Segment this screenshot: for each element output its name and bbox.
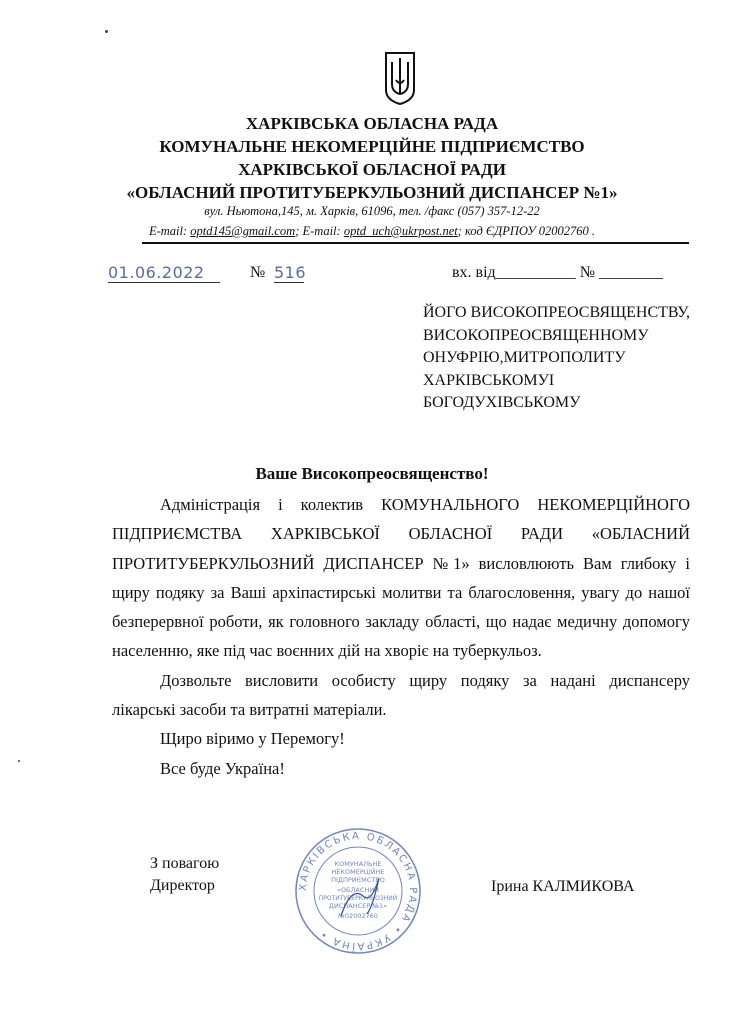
letterhead-divider bbox=[142, 242, 689, 244]
letterhead-enterprise: КОМУНАЛЬНЕ НЕКОМЕРЦІЙНЕ ПІДПРИЄМСТВО bbox=[159, 137, 585, 156]
addressee-line: ВИСОКОПРЕОСВЯЩЕННОМУ bbox=[423, 326, 649, 344]
scan-speck bbox=[18, 760, 20, 762]
addressee-line bbox=[423, 370, 691, 393]
body-paragraph: Все буде Україна! bbox=[160, 758, 285, 778]
letterhead-address: вул. Ньютона,145, м. Харків, 61096, тел. /факс (057) 357-12-22 bbox=[204, 204, 540, 218]
email-link-1[interactable]: optd145@gmail.com bbox=[190, 224, 296, 238]
email-label: E-mail: bbox=[148, 224, 191, 238]
addressee-word: ХАРКІВСЬКОМУ bbox=[423, 371, 549, 389]
stamp-inner-text: ПІДПРИЄМСТВО bbox=[331, 876, 385, 884]
edrpou-code: ; код ЄДРПОУ 02002760 . bbox=[457, 224, 595, 238]
stamp-inner-text: ПРОТИТУБЕРКУЛЬОЗНИЙ bbox=[318, 895, 398, 902]
body-paragraph: Дозвольте висловити особисту щиру подяку за надані диспансеру лікарські засоби та витратні матеріали. bbox=[112, 670, 690, 720]
stamp-inner-text: «ОБЛАСНИЙ bbox=[336, 886, 380, 894]
signer-title: Директор bbox=[150, 877, 215, 894]
addressee-block bbox=[423, 302, 691, 415]
letterhead-institution-name: «ОБЛАСНИЙ ПРОТИТУБЕРКУЛЬОЗНИЙ ДИСПАНСЕР №1» bbox=[126, 183, 618, 202]
body-paragraph: Щиро віримо у Перемогу! bbox=[160, 729, 345, 749]
addressee-line: ЙОГО ВИСОКОПРЕОСВЯЩЕНСТВУ, bbox=[423, 304, 690, 321]
signer-name: Ірина КАЛМИКОВА bbox=[491, 878, 635, 895]
stamp-inner-text: КОМУНАЛЬНЕ bbox=[334, 860, 382, 868]
closing-block bbox=[150, 853, 219, 897]
outgoing-number-label: № bbox=[250, 264, 266, 281]
stamp-inner-text: НЕКОМЕРЦІЙНЕ bbox=[331, 868, 385, 876]
letterhead-contacts bbox=[0, 224, 744, 239]
letterhead-council-genitive: ХАРКІВСЬКОЇ ОБЛАСНОЇ РАДИ bbox=[238, 160, 506, 179]
salutation: Ваше Високопреосвященство! bbox=[255, 464, 489, 483]
addressee-line: БОГОДУХІВСЬКОМУ bbox=[423, 394, 581, 411]
stamp-inner-text: ДИСПАНСЕР №1» bbox=[328, 902, 388, 910]
email-link-2[interactable]: optd_uch@ukrpost.net bbox=[343, 224, 458, 238]
letter-body bbox=[112, 490, 690, 783]
stamp-ring-text: ХАРКІВСЬКА ОБЛАСНА РАДА • УКРАЇНА • bbox=[297, 830, 419, 952]
scan-speck bbox=[105, 30, 108, 33]
incoming-reference: вх. від__________ № ________ bbox=[452, 264, 663, 281]
official-stamp bbox=[293, 826, 423, 956]
stamp-inner-text: №02002760 bbox=[338, 912, 378, 920]
outgoing-number: 516 bbox=[274, 263, 307, 282]
outgoing-date: 01.06.2022 bbox=[108, 263, 220, 283]
addressee-word: І bbox=[548, 371, 555, 389]
email-label-2: ; E-mail: bbox=[295, 224, 344, 238]
addressee-word: ОНУФРІЮ, bbox=[423, 349, 504, 366]
closing-regards: З повагою bbox=[150, 855, 220, 872]
letterhead-council: ХАРКІВСЬКА ОБЛАСНА РАДА bbox=[245, 114, 499, 133]
trident-emblem-icon bbox=[383, 50, 417, 106]
addressee-word: МИТРОПОЛИТУ bbox=[503, 349, 626, 366]
body-paragraph: Адміністрація і колектив КОМУНАЛЬНОГО НЕКОМЕРЦІЙНОГО ПІДПРИЄМСТВА ХАРКІВСЬКОЇ ОБЛАСНОЇ РАДИ «ОБЛАСНИЙ ПРОТИТУБЕРКУЛЬОЗНИЙ ДИСПАНСЕР №1» висловлюють Вам глибоку і щиру подяку за Ваші архіпастирські молитви та благословення, увагу до нашої безперервної роботи, як головного закладу області, що надає медичну допомогу населенню, яке під час воєнних дій на хворіє на туберкульоз. bbox=[112, 495, 690, 661]
addressee-line bbox=[423, 347, 691, 370]
